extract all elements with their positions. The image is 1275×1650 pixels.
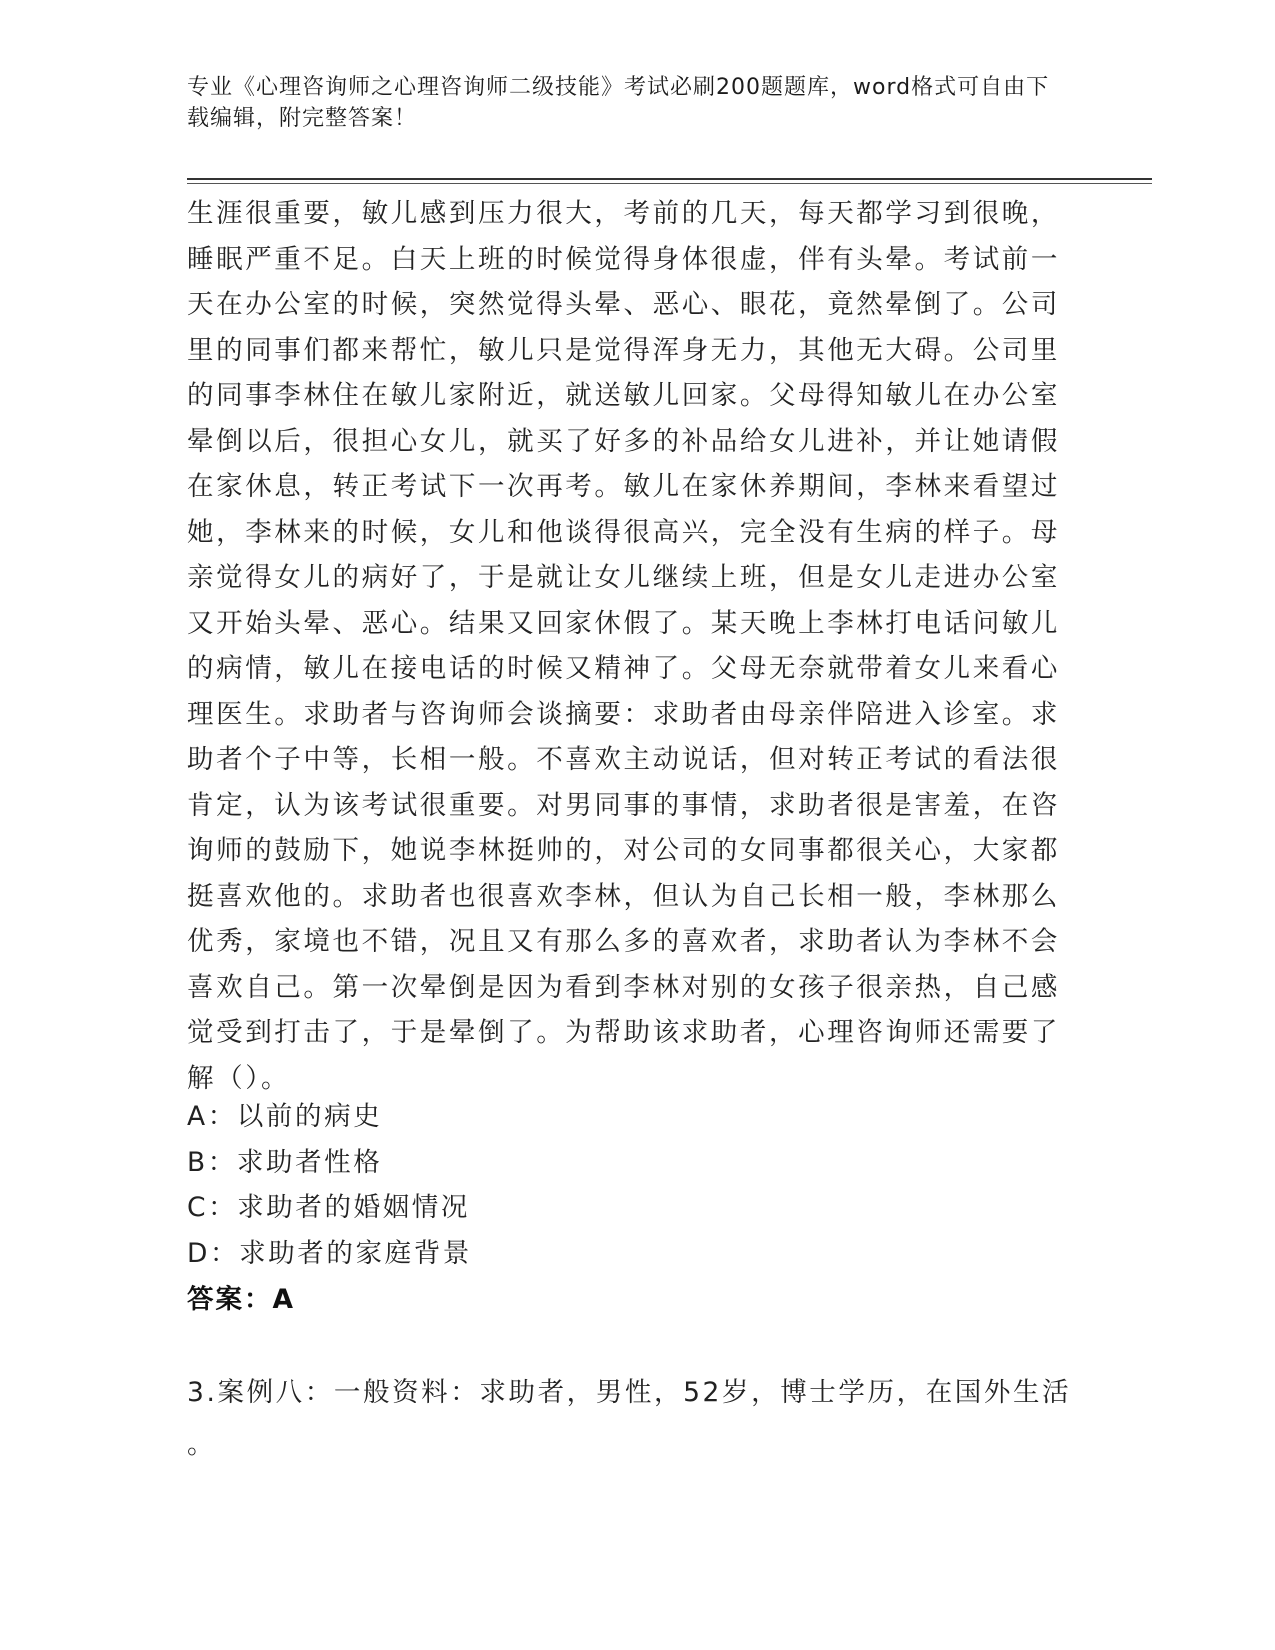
- document-header: [187, 72, 1067, 134]
- passage-line: 生涯很重要，敏儿感到压力很大，考前的几天，每天都学习到很晚，: [187, 198, 1060, 229]
- question-3-line: 。: [187, 1429, 217, 1460]
- option-a: A：以前的病史: [187, 1101, 383, 1132]
- passage-line: 理医生。求助者与咨询师会谈摘要：求助者由母亲伴陪进入诊室。求: [187, 698, 1060, 730]
- passage-line: 的同事李林住在敏儿家附近，就送敏儿回家。父母得知敏儿在办公室: [187, 380, 1060, 411]
- question-3: [187, 1367, 1072, 1471]
- option-c: C：求助者的婚姻情况: [187, 1192, 471, 1223]
- passage-line: 解（）。: [187, 1062, 291, 1094]
- passage-line: 在家休息，转正考试下一次再考。敏儿在家休养期间，李林来看望过: [187, 471, 1060, 502]
- passage-line: 亲觉得女儿的病好了，于是就让女儿继续上班，但是女儿走进办公室: [187, 562, 1060, 593]
- option-d: D：求助者的家庭背景: [187, 1237, 472, 1269]
- passage-line: 助者个子中等，长相一般。不喜欢主动说话，但对转正考试的看法很: [187, 744, 1060, 775]
- answer-options: [187, 1094, 472, 1276]
- question-passage: [187, 191, 1067, 1101]
- passage-line: 喜欢自己。第一次晕倒是因为看到李林对别的女孩子很亲热，自己感: [187, 971, 1060, 1003]
- answer-key: 答案：A: [187, 1284, 296, 1315]
- passage-line: 肯定，认为该考试很重要。对男同事的事情，求助者很是害羞，在咨: [187, 789, 1060, 821]
- passage-line: 她，李林来的时候，女儿和他谈得很高兴，完全没有生病的样子。母: [187, 516, 1060, 548]
- passage-line: 的病情，敏儿在接电话的时候又精神了。父母无奈就带着女儿来看心: [187, 653, 1060, 684]
- header-title: 专业《心理咨询师之心理咨询师二级技能》考试必刷200题题库，word格式可自由下载编辑，附完整答案！: [187, 75, 1050, 131]
- passage-line: 优秀，家境也不错，况且又有那么多的喜欢者，求助者认为李林不会: [187, 926, 1060, 957]
- passage-line: 挺喜欢他的。求助者也很喜欢李林，但认为自己长相一般，李林那么: [187, 880, 1060, 912]
- passage-line: 又开始头晕、恶心。结果又回家休假了。某天晚上李林打电话问敏儿: [187, 607, 1060, 639]
- passage-line: 睡眠严重不足。白天上班的时候觉得身体很虚，伴有头晕。考试前一: [187, 243, 1060, 275]
- passage-line: 天在办公室的时候，突然觉得头晕、恶心、眼花，竟然晕倒了。公司: [187, 289, 1060, 320]
- question-3-line: 3.案例八：一般资料：求助者，男性，52岁，博士学历，在国外生活: [187, 1377, 1072, 1408]
- option-b: B：求助者性格: [187, 1146, 383, 1178]
- passage-line: 晕倒以后，很担心女儿，就买了好多的补品给女儿进补，并让她请假: [187, 425, 1060, 457]
- passage-line: 觉受到打击了，于是晕倒了。为帮助该求助者，心理咨询师还需要了: [187, 1017, 1060, 1048]
- passage-line: 里的同事们都来帮忙，敏儿只是觉得浑身无力，其他无大碍。公司里: [187, 334, 1060, 366]
- passage-line: 询师的鼓励下，她说李林挺帅的，对公司的女同事都很关心，大家都: [187, 835, 1060, 866]
- header-divider-thin: [187, 183, 1152, 184]
- header-divider-thick: [187, 178, 1152, 180]
